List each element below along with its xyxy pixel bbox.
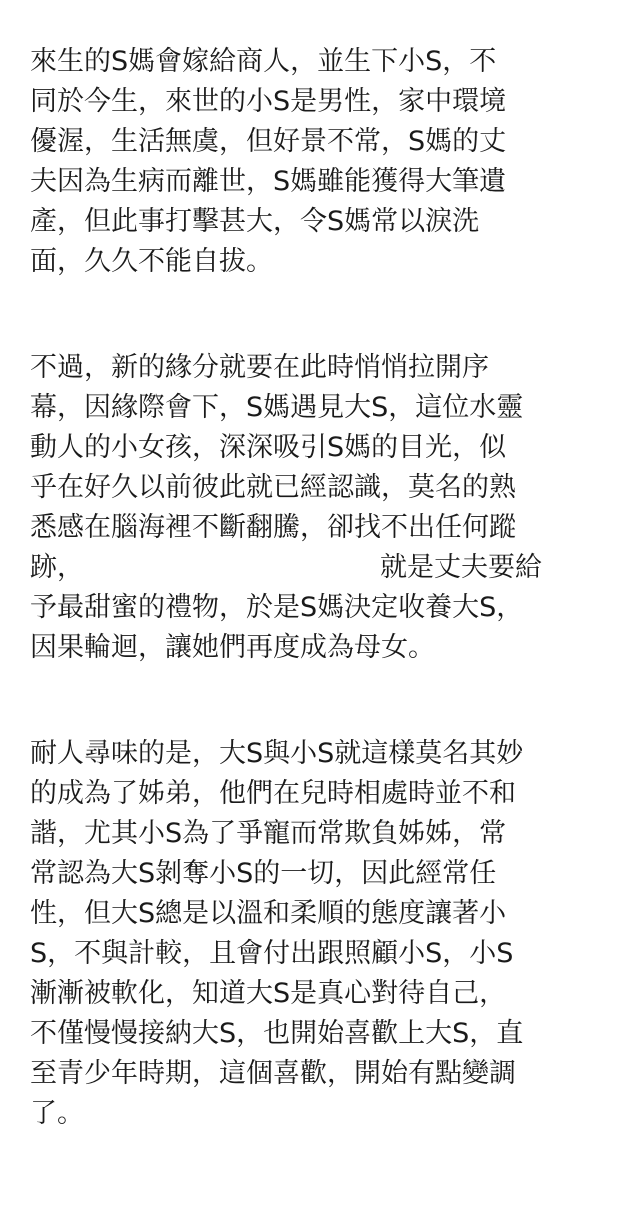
text-line: 至青少年時期，這個喜歡，開始有點變調 — [30, 1058, 516, 1089]
text-line: S，不與計較，且會付出跟照顧小S，小S — [30, 938, 514, 969]
text-line: 悉感在腦海裡不斷翻騰，卻找不出任何蹤 — [30, 512, 516, 543]
text-fragment: 就是丈夫要給 — [380, 552, 542, 583]
text-line: 動人的小女孩，深深吸引S媽的目光，似 — [30, 432, 507, 463]
text-line: 的成為了姊弟，他們在兒時相處時並不和 — [30, 778, 516, 809]
text-line: 不過，新的緣分就要在此時悄悄拉開序 — [30, 352, 489, 383]
paragraph-spacer — [30, 668, 620, 734]
text-line: 面，久久不能自拔。 — [30, 246, 273, 277]
text-fragment: 跡， — [30, 552, 84, 583]
paragraph-1 — [30, 42, 620, 282]
text-line: 同於今生，來世的小S是男性，家中環境 — [30, 86, 507, 117]
blank-area — [84, 554, 380, 584]
article-body — [30, 42, 620, 1134]
text-line: 來生的S媽會嫁給商人，並生下小S，不 — [30, 46, 497, 77]
text-line-with-gap — [30, 548, 620, 588]
text-line: 幕，因緣際會下，S媽遇見大S，這位水靈 — [30, 392, 524, 423]
text-line: 常認為大S剝奪小S的一切，因此經常任 — [30, 858, 497, 889]
paragraph-2 — [30, 348, 620, 668]
text-line: 諧，尤其小S為了爭寵而常欺負姊姊，常 — [30, 818, 507, 849]
text-line: 予最甜蜜的禮物，於是S媽決定收養大S， — [30, 592, 524, 623]
text-line: 耐人尋味的是，大S與小S就這樣莫名其妙 — [30, 738, 524, 769]
text-line: 漸漸被軟化，知道大S是真心對待自己， — [30, 978, 507, 1009]
text-line: 優渥，生活無虞，但好景不常，S媽的丈 — [30, 126, 507, 157]
text-line: 了。 — [30, 1098, 84, 1129]
paragraph-spacer — [30, 282, 620, 348]
text-line: 產，但此事打擊甚大，令S媽常以淚洗 — [30, 206, 480, 237]
text-line: 不僅慢慢接納大S，也開始喜歡上大S，直 — [30, 1018, 524, 1049]
text-line: 因果輪迴，讓她們再度成為母女。 — [30, 632, 435, 663]
paragraph-3 — [30, 734, 620, 1134]
text-line: 夫因為生病而離世，S媽雖能獲得大筆遺 — [30, 166, 507, 197]
text-line: 性，但大S總是以溫和柔順的態度讓著小 — [30, 898, 507, 929]
text-line: 乎在好久以前彼此就已經認識，莫名的熟 — [30, 472, 516, 503]
